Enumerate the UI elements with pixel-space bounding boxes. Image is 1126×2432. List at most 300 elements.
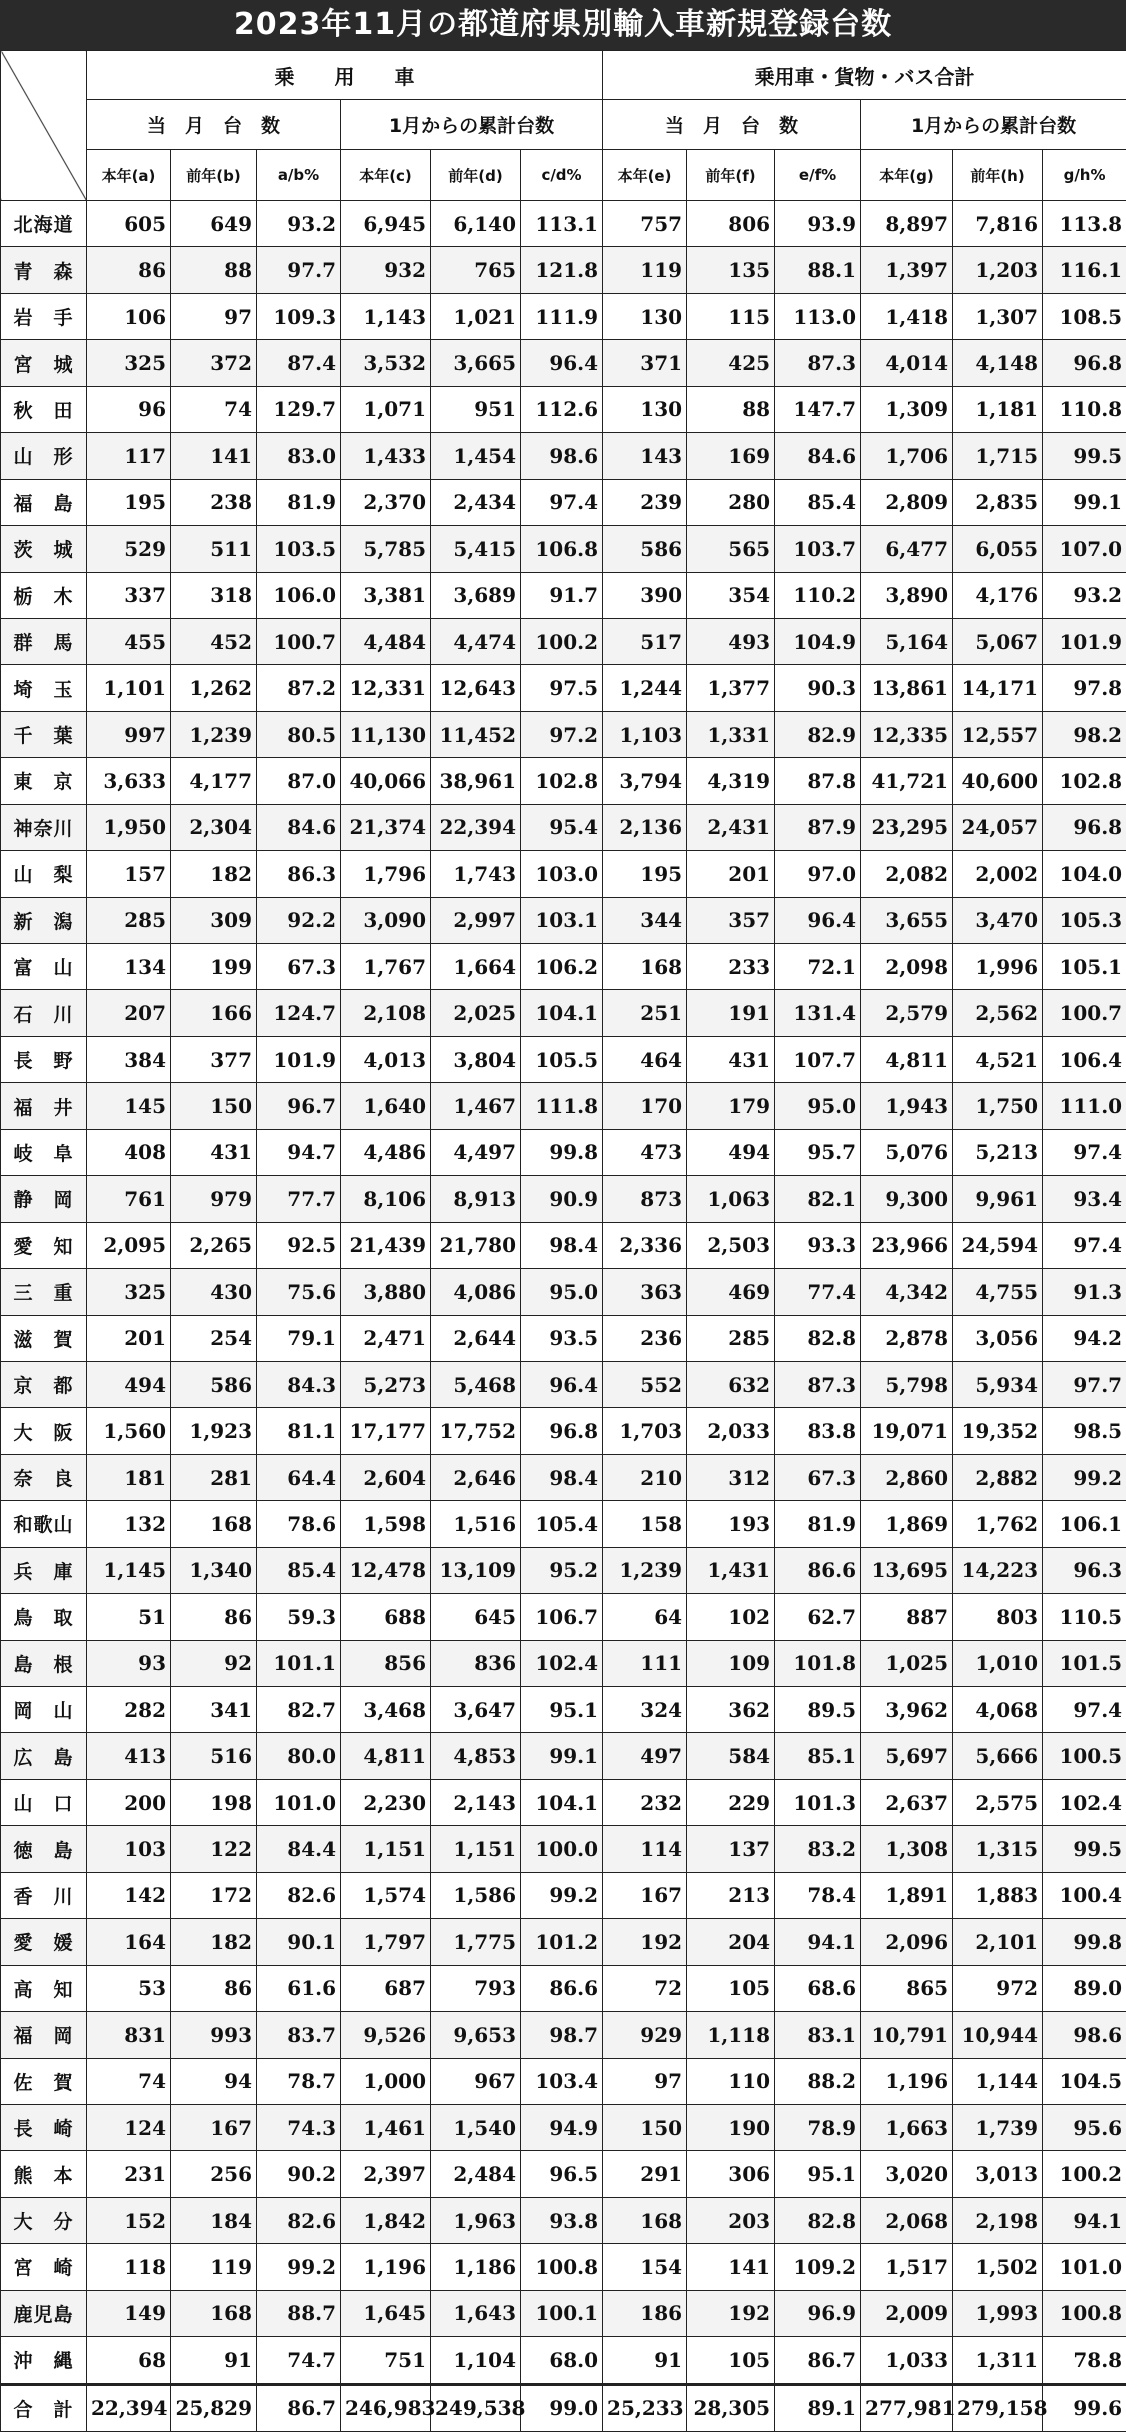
- value-cell: 3,020: [861, 2151, 953, 2197]
- value-cell: 761: [87, 1176, 171, 1222]
- value-cell: 87.2: [257, 665, 341, 711]
- value-cell: 169: [687, 433, 775, 479]
- value-cell: 2,143: [431, 1779, 521, 1825]
- value-cell: 98.4: [521, 1222, 603, 1268]
- value-cell: 103.1: [521, 897, 603, 943]
- value-cell: 82.6: [257, 2197, 341, 2243]
- value-cell: 997: [87, 711, 171, 757]
- value-cell: 98.7: [521, 2012, 603, 2058]
- value-cell: 96.4: [521, 1361, 603, 1407]
- value-cell: 793: [431, 1965, 521, 2011]
- value-cell: 182: [171, 1919, 257, 1965]
- value-cell: 993: [171, 2012, 257, 2058]
- value-cell: 99.5: [1043, 433, 1126, 479]
- value-cell: 102.4: [1043, 1779, 1126, 1825]
- value-cell: 1,103: [603, 711, 687, 757]
- value-cell: 109.3: [257, 293, 341, 339]
- value-cell: 1,196: [341, 2244, 431, 2290]
- value-cell: 88.7: [257, 2290, 341, 2336]
- value-cell: 1,797: [341, 1919, 431, 1965]
- value-cell: 96.8: [1043, 340, 1126, 386]
- value-cell: 102.8: [1043, 758, 1126, 804]
- table-row: [1, 1036, 1126, 1082]
- prefecture-name: 長 崎: [1, 2104, 87, 2150]
- value-cell: 104.1: [521, 1779, 603, 1825]
- prefecture-name: 滋 賀: [1, 1315, 87, 1361]
- value-cell: 97: [171, 293, 257, 339]
- value-cell: 81.1: [257, 1408, 341, 1454]
- value-cell: 83.7: [257, 2012, 341, 2058]
- value-cell: 494: [87, 1361, 171, 1407]
- value-cell: 1,203: [953, 247, 1043, 293]
- value-cell: 145: [87, 1083, 171, 1129]
- value-cell: 152: [87, 2197, 171, 2243]
- table-row: [1, 433, 1126, 479]
- value-cell: 106.7: [521, 1594, 603, 1640]
- value-cell: 99.5: [1043, 1826, 1126, 1872]
- table-row: [1, 1129, 1126, 1175]
- value-cell: 131.4: [775, 990, 861, 1036]
- value-cell: 96.7: [257, 1083, 341, 1129]
- value-cell: 1,239: [603, 1547, 687, 1593]
- value-cell: 113.8: [1043, 201, 1126, 247]
- value-cell: 64.4: [257, 1454, 341, 1500]
- value-cell: 1,467: [431, 1083, 521, 1129]
- table-row: [1, 1594, 1126, 1640]
- value-cell: 6,945: [341, 201, 431, 247]
- value-cell: 100.7: [257, 618, 341, 664]
- value-cell: 2,878: [861, 1315, 953, 1361]
- table-row: [1, 851, 1126, 897]
- table-row: [1, 1687, 1126, 1733]
- value-cell: 277,981: [861, 2384, 953, 2431]
- prefecture-name: 福 井: [1, 1083, 87, 1129]
- value-cell: 80.0: [257, 1733, 341, 1779]
- value-cell: 104.9: [775, 618, 861, 664]
- value-cell: 104.1: [521, 990, 603, 1036]
- value-cell: 21,439: [341, 1222, 431, 1268]
- value-cell: 757: [603, 201, 687, 247]
- value-cell: 87.9: [775, 804, 861, 850]
- value-cell: 4,853: [431, 1733, 521, 1779]
- value-cell: 11,130: [341, 711, 431, 757]
- value-cell: 102.4: [521, 1640, 603, 1686]
- value-cell: 494: [687, 1129, 775, 1175]
- value-cell: 13,861: [861, 665, 953, 711]
- value-cell: 102.8: [521, 758, 603, 804]
- value-cell: 1,309: [861, 386, 953, 432]
- value-cell: 95.0: [775, 1083, 861, 1129]
- value-cell: 517: [603, 618, 687, 664]
- value-cell: 96.4: [521, 340, 603, 386]
- value-cell: 78.9: [775, 2104, 861, 2150]
- value-cell: 5,273: [341, 1361, 431, 1407]
- column-header: c/d%: [521, 150, 603, 201]
- value-cell: 256: [171, 2151, 257, 2197]
- total-row: [1, 2384, 1126, 2431]
- value-cell: 154: [603, 2244, 687, 2290]
- value-cell: 318: [171, 572, 257, 618]
- value-cell: 167: [603, 1872, 687, 1918]
- value-cell: 94: [171, 2058, 257, 2104]
- value-cell: 831: [87, 2012, 171, 2058]
- value-cell: 147.7: [775, 386, 861, 432]
- table-row: [1, 804, 1126, 850]
- value-cell: 201: [687, 851, 775, 897]
- value-cell: 86.6: [775, 1547, 861, 1593]
- prefecture-name: 茨 城: [1, 526, 87, 572]
- column-header: a/b%: [257, 150, 341, 201]
- column-header: 本年(e): [603, 150, 687, 201]
- value-cell: 191: [687, 990, 775, 1036]
- value-cell: 100.8: [1043, 2290, 1126, 2336]
- value-cell: 2,646: [431, 1454, 521, 1500]
- value-cell: 141: [171, 433, 257, 479]
- prefecture-name: 山 梨: [1, 851, 87, 897]
- column-header: 前年(d): [431, 150, 521, 201]
- value-cell: 102: [687, 1594, 775, 1640]
- value-cell: 3,689: [431, 572, 521, 618]
- value-cell: 94.1: [775, 1919, 861, 1965]
- value-cell: 19,352: [953, 1408, 1043, 1454]
- value-cell: 5,785: [341, 526, 431, 572]
- value-cell: 84.4: [257, 1826, 341, 1872]
- value-cell: 143: [603, 433, 687, 479]
- value-cell: 91.3: [1043, 1269, 1126, 1315]
- value-cell: 291: [603, 2151, 687, 2197]
- value-cell: 285: [87, 897, 171, 943]
- value-cell: 4,014: [861, 340, 953, 386]
- value-cell: 873: [603, 1176, 687, 1222]
- table-row: [1, 1547, 1126, 1593]
- value-cell: 91: [603, 2337, 687, 2384]
- value-cell: 74.7: [257, 2337, 341, 2384]
- value-cell: 98.2: [1043, 711, 1126, 757]
- value-cell: 167: [171, 2104, 257, 2150]
- value-cell: 93.9: [775, 201, 861, 247]
- value-cell: 119: [171, 2244, 257, 2290]
- value-cell: 130: [603, 386, 687, 432]
- value-cell: 96: [87, 386, 171, 432]
- value-cell: 1,025: [861, 1640, 953, 1686]
- table-row: [1, 340, 1126, 386]
- value-cell: 195: [603, 851, 687, 897]
- value-cell: 2,579: [861, 990, 953, 1036]
- prefecture-name: 徳 島: [1, 1826, 87, 1872]
- value-cell: 2,637: [861, 1779, 953, 1825]
- table-row: [1, 572, 1126, 618]
- value-cell: 856: [341, 1640, 431, 1686]
- value-cell: 85.4: [775, 479, 861, 525]
- value-cell: 101.2: [521, 1919, 603, 1965]
- value-cell: 12,643: [431, 665, 521, 711]
- value-cell: 89.1: [775, 2384, 861, 2431]
- value-cell: 14,171: [953, 665, 1043, 711]
- value-cell: 106.0: [257, 572, 341, 618]
- prefecture-name: 青 森: [1, 247, 87, 293]
- column-header: 本年(g): [861, 150, 953, 201]
- prefecture-name: 高 知: [1, 1965, 87, 2011]
- value-cell: 164: [87, 1919, 171, 1965]
- value-cell: 1,063: [687, 1176, 775, 1222]
- value-cell: 101.1: [257, 1640, 341, 1686]
- value-cell: 85.1: [775, 1733, 861, 1779]
- value-cell: 88: [687, 386, 775, 432]
- value-cell: 4,811: [341, 1733, 431, 1779]
- value-cell: 1,775: [431, 1919, 521, 1965]
- value-cell: 22,394: [87, 2384, 171, 2431]
- value-cell: 413: [87, 1733, 171, 1779]
- value-cell: 279,158: [953, 2384, 1043, 2431]
- value-cell: 68.6: [775, 1965, 861, 2011]
- value-cell: 325: [87, 1269, 171, 1315]
- value-cell: 90.1: [257, 1919, 341, 1965]
- value-cell: 59.3: [257, 1594, 341, 1640]
- value-cell: 192: [603, 1919, 687, 1965]
- value-cell: 236: [603, 1315, 687, 1361]
- value-cell: 168: [603, 2197, 687, 2243]
- value-cell: 12,478: [341, 1547, 431, 1593]
- table-row: [1, 2012, 1126, 2058]
- table-row: [1, 618, 1126, 664]
- value-cell: 1,574: [341, 1872, 431, 1918]
- value-cell: 516: [171, 1733, 257, 1779]
- column-header: 本年(a): [87, 150, 171, 201]
- table-row: [1, 2197, 1126, 2243]
- value-cell: 5,934: [953, 1361, 1043, 1407]
- value-cell: 4,474: [431, 618, 521, 664]
- table-row: [1, 386, 1126, 432]
- value-cell: 552: [603, 1361, 687, 1407]
- value-cell: 5,067: [953, 618, 1043, 664]
- value-cell: 96.8: [521, 1408, 603, 1454]
- value-cell: 84.6: [775, 433, 861, 479]
- value-cell: 40,066: [341, 758, 431, 804]
- value-cell: 4,013: [341, 1036, 431, 1082]
- prefecture-name: 愛 媛: [1, 1919, 87, 1965]
- value-cell: 41,721: [861, 758, 953, 804]
- value-cell: 195: [87, 479, 171, 525]
- value-cell: 2,025: [431, 990, 521, 1036]
- value-cell: 170: [603, 1083, 687, 1129]
- value-cell: 94.2: [1043, 1315, 1126, 1361]
- value-cell: 87.3: [775, 1361, 861, 1407]
- value-cell: 232: [603, 1779, 687, 1825]
- prefecture-name: 山 形: [1, 433, 87, 479]
- value-cell: 529: [87, 526, 171, 572]
- value-cell: 932: [341, 247, 431, 293]
- prefecture-name: 東 京: [1, 758, 87, 804]
- value-cell: 97.4: [1043, 1129, 1126, 1175]
- value-cell: 68.0: [521, 2337, 603, 2384]
- value-cell: 425: [687, 340, 775, 386]
- prefecture-name: 秋 田: [1, 386, 87, 432]
- table-row: [1, 1826, 1126, 1872]
- value-cell: 363: [603, 1269, 687, 1315]
- value-cell: 168: [171, 2290, 257, 2336]
- value-cell: 22,394: [431, 804, 521, 850]
- table-row: [1, 1501, 1126, 1547]
- prefecture-name: 静 岡: [1, 1176, 87, 1222]
- value-cell: 4,086: [431, 1269, 521, 1315]
- value-cell: 93.8: [521, 2197, 603, 2243]
- table-row: [1, 897, 1126, 943]
- value-cell: 2,431: [687, 804, 775, 850]
- value-cell: 67.3: [775, 1454, 861, 1500]
- value-cell: 117: [87, 433, 171, 479]
- value-cell: 77.7: [257, 1176, 341, 1222]
- value-cell: 233: [687, 944, 775, 990]
- value-cell: 431: [687, 1036, 775, 1082]
- value-cell: 62.7: [775, 1594, 861, 1640]
- value-cell: 1,703: [603, 1408, 687, 1454]
- value-cell: 93.2: [257, 201, 341, 247]
- value-cell: 565: [687, 526, 775, 572]
- value-cell: 1,431: [687, 1547, 775, 1593]
- value-cell: 83.1: [775, 2012, 861, 2058]
- value-cell: 168: [171, 1501, 257, 1547]
- value-cell: 1,104: [431, 2337, 521, 2384]
- value-cell: 951: [431, 386, 521, 432]
- table-row: [1, 711, 1126, 757]
- value-cell: 408: [87, 1129, 171, 1175]
- value-cell: 213: [687, 1872, 775, 1918]
- value-cell: 5,076: [861, 1129, 953, 1175]
- value-cell: 469: [687, 1269, 775, 1315]
- value-cell: 865: [861, 1965, 953, 2011]
- table-row: [1, 2244, 1126, 2290]
- value-cell: 91: [171, 2337, 257, 2384]
- value-cell: 182: [171, 851, 257, 897]
- value-cell: 2,095: [87, 1222, 171, 1268]
- value-cell: 88.1: [775, 247, 861, 293]
- prefecture-name: 栃 木: [1, 572, 87, 618]
- value-cell: 1,101: [87, 665, 171, 711]
- value-cell: 74: [171, 386, 257, 432]
- value-cell: 109.2: [775, 2244, 861, 2290]
- value-cell: 121.8: [521, 247, 603, 293]
- column-header: 前年(f): [687, 150, 775, 201]
- subheader-cumulative-all: 1月からの累計台数: [861, 100, 1126, 150]
- value-cell: 204: [687, 1919, 775, 1965]
- value-cell: 103.4: [521, 2058, 603, 2104]
- value-cell: 455: [87, 618, 171, 664]
- value-cell: 181: [87, 1454, 171, 1500]
- value-cell: 688: [341, 1594, 431, 1640]
- value-cell: 89.5: [775, 1687, 861, 1733]
- value-cell: 101.8: [775, 1640, 861, 1686]
- value-cell: 93.5: [521, 1315, 603, 1361]
- prefecture-name: 奈 良: [1, 1454, 87, 1500]
- table-row: [1, 1222, 1126, 1268]
- value-cell: 111: [603, 1640, 687, 1686]
- table-row: [1, 990, 1126, 1036]
- value-cell: 431: [171, 1129, 257, 1175]
- value-cell: 2,809: [861, 479, 953, 525]
- value-cell: 5,164: [861, 618, 953, 664]
- value-cell: 98.6: [521, 433, 603, 479]
- value-cell: 341: [171, 1687, 257, 1733]
- table-row: [1, 526, 1126, 572]
- value-cell: 101.9: [257, 1036, 341, 1082]
- value-cell: 81.9: [775, 1501, 861, 1547]
- value-cell: 306: [687, 2151, 775, 2197]
- value-cell: 3,532: [341, 340, 431, 386]
- value-cell: 3,647: [431, 1687, 521, 1733]
- value-cell: 51: [87, 1594, 171, 1640]
- value-cell: 82.9: [775, 711, 861, 757]
- value-cell: 377: [171, 1036, 257, 1082]
- value-cell: 74.3: [257, 2104, 341, 2150]
- value-cell: 142: [87, 1872, 171, 1918]
- value-cell: 96.4: [775, 897, 861, 943]
- value-cell: 141: [687, 2244, 775, 2290]
- value-cell: 158: [603, 1501, 687, 1547]
- value-cell: 92.2: [257, 897, 341, 943]
- table-row: [1, 479, 1126, 525]
- total-label: 合 計: [1, 2384, 87, 2431]
- value-cell: 105.4: [521, 1501, 603, 1547]
- value-cell: 84.3: [257, 1361, 341, 1407]
- value-cell: 1,454: [431, 433, 521, 479]
- value-cell: 113.0: [775, 293, 861, 339]
- value-cell: 106.8: [521, 526, 603, 572]
- value-cell: 108.5: [1043, 293, 1126, 339]
- column-header: 前年(h): [953, 150, 1043, 201]
- value-cell: 106.1: [1043, 1501, 1126, 1547]
- value-cell: 80.5: [257, 711, 341, 757]
- prefecture-name: 佐 賀: [1, 2058, 87, 2104]
- value-cell: 384: [87, 1036, 171, 1082]
- value-cell: 38,961: [431, 758, 521, 804]
- value-cell: 887: [861, 1594, 953, 1640]
- value-cell: 2,082: [861, 851, 953, 897]
- value-cell: 12,335: [861, 711, 953, 757]
- value-cell: 98.5: [1043, 1408, 1126, 1454]
- value-cell: 113.1: [521, 201, 603, 247]
- value-cell: 72: [603, 1965, 687, 2011]
- value-cell: 1,645: [341, 2290, 431, 2336]
- value-cell: 2,096: [861, 1919, 953, 1965]
- value-cell: 282: [87, 1687, 171, 1733]
- value-cell: 87.0: [257, 758, 341, 804]
- value-cell: 2,098: [861, 944, 953, 990]
- value-cell: 231: [87, 2151, 171, 2197]
- value-cell: 1,540: [431, 2104, 521, 2150]
- value-cell: 149: [87, 2290, 171, 2336]
- value-cell: 1,000: [341, 2058, 431, 2104]
- value-cell: 88.2: [775, 2058, 861, 2104]
- value-cell: 6,055: [953, 526, 1043, 572]
- value-cell: 82.8: [775, 2197, 861, 2243]
- value-cell: 28,305: [687, 2384, 775, 2431]
- value-cell: 110.8: [1043, 386, 1126, 432]
- value-cell: 86: [171, 1965, 257, 2011]
- table-row: [1, 1965, 1126, 2011]
- prefecture-name: 山 口: [1, 1779, 87, 1825]
- value-cell: 101.0: [257, 1779, 341, 1825]
- value-cell: 95.7: [775, 1129, 861, 1175]
- value-cell: 1,664: [431, 944, 521, 990]
- subheader-month-all: 当 月 台 数: [603, 100, 861, 150]
- value-cell: 14,223: [953, 1547, 1043, 1593]
- value-cell: 72.1: [775, 944, 861, 990]
- value-cell: 92: [171, 1640, 257, 1686]
- value-cell: 9,653: [431, 2012, 521, 2058]
- value-cell: 1,950: [87, 804, 171, 850]
- value-cell: 1,196: [861, 2058, 953, 2104]
- value-cell: 8,106: [341, 1176, 431, 1222]
